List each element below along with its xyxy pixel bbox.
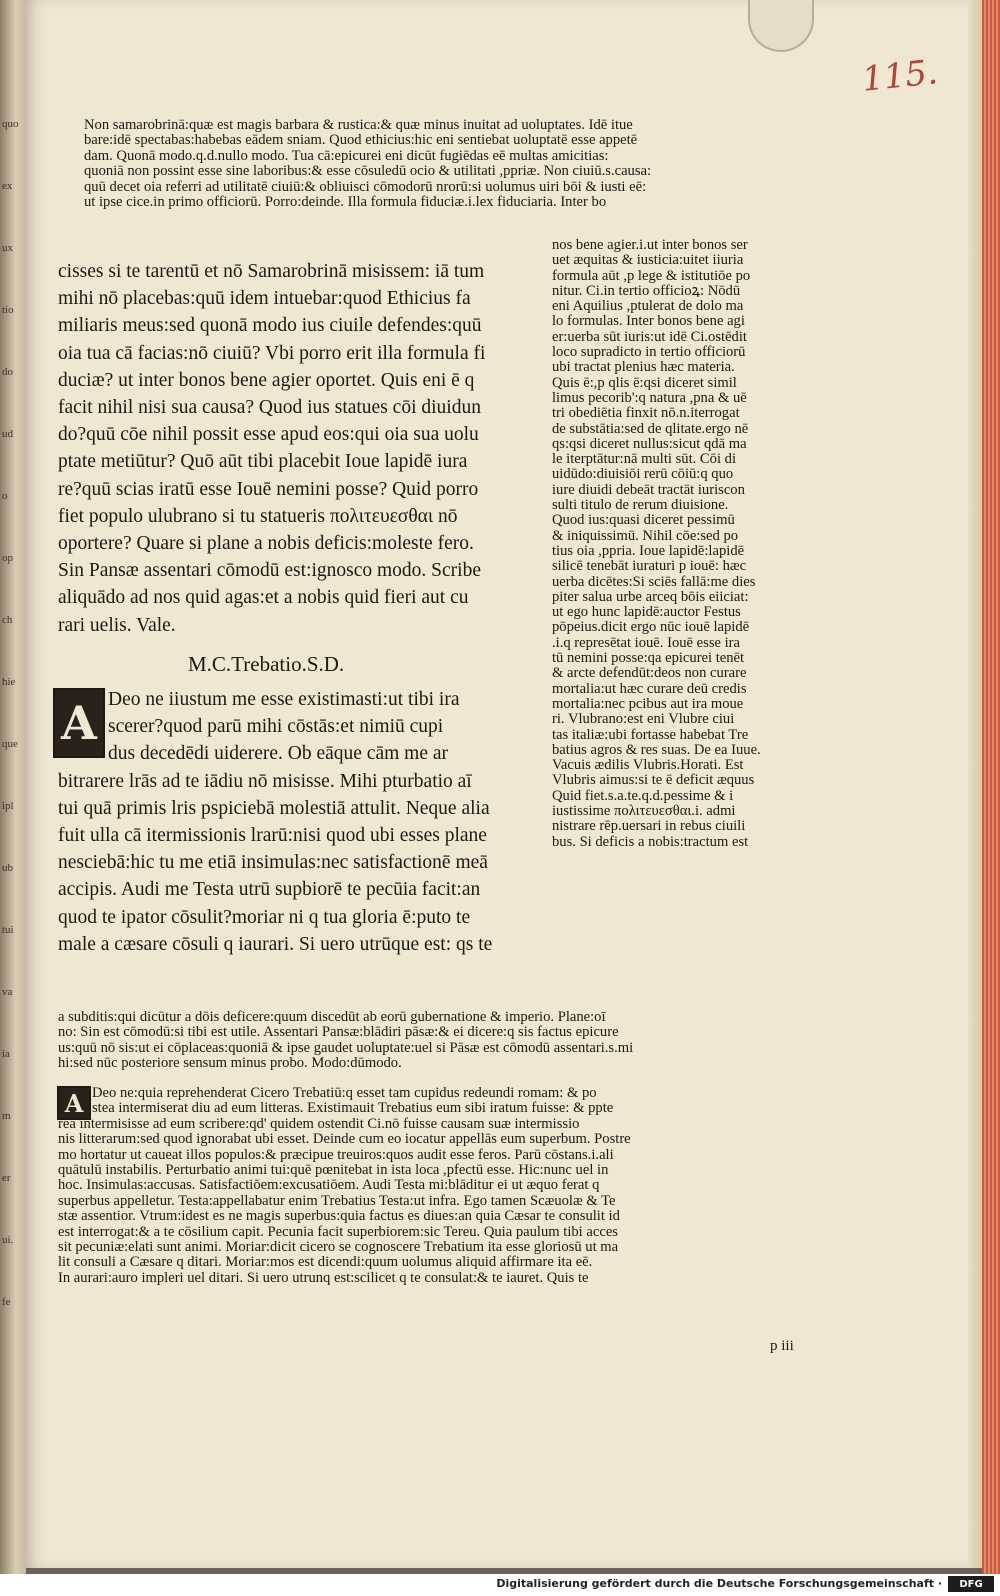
side-line: le iterptātur:nā multi sūt. Cōi di bbox=[552, 451, 737, 468]
main-line: mihi nō placebas:quū idem intuebar:quod Ethicius fa bbox=[58, 288, 471, 310]
side-line: & arcte defendūt:deos non curare bbox=[552, 665, 747, 682]
side-line: piter salua urbe arceq bōis eiiciat: bbox=[552, 588, 749, 605]
side-line: uerba dicētes:Si sciēs fallā:me dies bbox=[552, 573, 756, 590]
commentary-line: quoniā non possint esse sine laboribus:& esse cōsuledū ocio & utilitati ,ppriæ. Non ciuiū.s.causa: bbox=[84, 163, 652, 180]
side-line: & iniquissimū. Nihil cōe:sed po bbox=[552, 527, 739, 544]
side-line: silicē tenebāt iuraturi p iouē: hæc bbox=[552, 558, 747, 575]
margin-fragment: op bbox=[2, 552, 13, 564]
side-line: iure diuidi debeāt tractāt iuriscon bbox=[552, 481, 745, 498]
small-initial: A bbox=[57, 1086, 91, 1120]
margin-fragment: ch bbox=[2, 614, 13, 626]
letter-line: scerer?quod parū mihi cōstās:et nimiū cupi bbox=[108, 716, 444, 738]
commentary-line: nis litterarum:sed quod ignorabat ubi esset. Deinde cum eo iocatur appellās eum superbum. Postre bbox=[58, 1131, 631, 1148]
side-line: nistrare rēp.uersari in rebus ciuili bbox=[552, 818, 746, 835]
side-line: Quis ē:,p qlis ē:qsi diceret simil bbox=[552, 374, 737, 391]
side-line: de substātia:sed de qlitate.ergo nē bbox=[552, 420, 749, 437]
side-line: uidūdo:diuisiōi rerū cōiū:q quo bbox=[552, 466, 734, 483]
dfg-logo: DFG bbox=[948, 1576, 994, 1592]
margin-fragment: ui. bbox=[2, 1234, 14, 1246]
side-line: sulti titulo de rerum diuisione. bbox=[552, 497, 729, 514]
side-line: formula aūt ,p lege & istitutiōe po bbox=[552, 267, 751, 284]
commentary-line: est interrogat:& a te cōsilium capit. Pecunia facit superbiorem:sic Tereu. Quia paulum tibi acces bbox=[58, 1223, 618, 1240]
side-line: ri. Vlubrano:est eni Vlubre ciui bbox=[552, 711, 735, 728]
main-line: oportere? Quare si plane a nobis deficis:moleste fero. bbox=[58, 533, 474, 555]
side-line: Quod ius:quasi diceret pessimū bbox=[552, 512, 735, 529]
letter-line: bitrarere lrās ad te iādiu nō misisse. Mihi pturbatio aī bbox=[58, 770, 472, 792]
commentary-line: superbus appelletur. Testa:appellabatur enim Trebatius Testa:ut infra. Ego tamen Scæuolæ & Te bbox=[58, 1192, 616, 1209]
side-line: nos bene agier.i.ut inter bonos ser bbox=[552, 237, 748, 253]
decorated-initial: A bbox=[53, 688, 105, 758]
commentary-line: In aurari:auro impleri uel ditari. Si uero utrunq est:scilicet q te consulat:& te iauret. Quis te bbox=[58, 1269, 589, 1286]
side-line: uet æquitas & iusticia:uitet iiuria bbox=[552, 252, 744, 269]
main-line: aliquādo ad nos quid agas:et a nobis quid fieri aut cu bbox=[58, 587, 469, 609]
side-line: tius oia ,ppria. Ioue lapidē:lapidē bbox=[552, 542, 745, 559]
main-line: miliaris meus:sed quonā modo ius ciuile defendes:quū bbox=[58, 315, 482, 337]
commentary-line: us:quū nō sis:ut ei cōplaceas:quoniā & ipse gaudet uoluptate:uel si Pāsæ est cōmodū assentari.s.mi bbox=[58, 1039, 634, 1056]
letter-text bbox=[58, 686, 492, 958]
commentary-line: bare:idē spectabas:habebas eādem sniam. Quod ethicius:hic eni sentiebat uoluptatē esse appetē bbox=[84, 132, 638, 149]
commentary-line: Non samarobrinā:quæ est magis barbara & rustica:& quæ minus inuitat ad uoluptates. Idē itue bbox=[84, 117, 633, 133]
commentary-line: mo hortatur ut caueat illos populos:& præcipue treuiros:quos audit esse feros. Parū cōstans.i.ali bbox=[58, 1146, 614, 1163]
side-line: Vlubris aimus:si te ē deficit æquus bbox=[552, 772, 755, 789]
margin-fragment: tui bbox=[2, 924, 14, 936]
side-line: pōpeius.dicit ergo nūc iouē lapidē bbox=[552, 619, 750, 636]
margin-fragment: ipl bbox=[2, 800, 14, 812]
letter-line: accipis. Audi me Testa utrū supbiorē te pecūia facit:an bbox=[58, 879, 481, 901]
letter-line: fuit ulla cā itermissionis lrarū:nisi quod ubi esses plane bbox=[58, 825, 487, 847]
main-line: rari uelis. Vale. bbox=[58, 614, 176, 636]
commentary-line: hi:sed nūc posteriore sensum minus probo. Modo:dūmodo. bbox=[58, 1055, 402, 1072]
commentary-line: rea intermisisse ad eum scribere:qd' quidem ostendit Ci.nō fuisse causam suæ intermissio bbox=[58, 1115, 580, 1132]
margin-fragment: ux bbox=[2, 242, 13, 254]
side-line: batius agros & res suas. De ea Iuue. bbox=[552, 741, 761, 758]
letter-line: nesciebā:hic tu me etiā insimulas:nec satisfactionē meā bbox=[58, 852, 488, 874]
commentary-line: ut ipse cice.in primo officiorū. Porro:deinde. Illa formula fiduciæ.i.lex fiduciaria. Inter bo bbox=[84, 194, 607, 211]
margin-fragment: quo bbox=[2, 118, 19, 130]
side-line: tū nemini posse:qa epicurei tenēt bbox=[552, 650, 745, 667]
side-line: tas italiæ:ubi fortasse habebat Tre bbox=[552, 726, 749, 743]
margin-fragment: ud bbox=[2, 428, 13, 440]
side-line: iustissime πολιτευεσθαι.i. admi bbox=[552, 802, 736, 819]
margin-fragment: er bbox=[2, 1172, 11, 1184]
margin-fragment: tio bbox=[2, 304, 14, 316]
main-line: ptate metiūtur? Quō aūt tibi placebit Ioue lapidē iura bbox=[58, 451, 468, 473]
commentary-line: stea intermiserat diu ad eum litteras. Existimauit Trebatius eum sibi iratum fuisse: & ppte bbox=[92, 1100, 614, 1117]
side-line: lo formulas. Inter bonos bene agi bbox=[552, 313, 745, 330]
side-line: nitur. Ci.in tertio officioꝝ: Nōdū bbox=[552, 282, 741, 299]
letter-line: tui quā primis lris pspiciebā molestiā attulit. Neque alia bbox=[58, 797, 490, 819]
commentary-line: quātulū instabilis. Perturbatio animi tui:quē pœnitebat in ista loca ,pfectū esse. Hic:nunc uel in bbox=[58, 1162, 609, 1179]
commentary-line: Deo ne:quia reprehenderat Cicero Trebatiū:q esset tam cupidus redeundi romam: & po bbox=[92, 1085, 597, 1101]
previous-page-margin bbox=[0, 0, 26, 1574]
side-line: mortalia:ut hæc curare deū credis bbox=[552, 680, 747, 697]
side-line: Vacuis ædilis Vlubris.Horati. Est bbox=[552, 757, 744, 774]
commentary-line: no: Sin est cōmodū:si tibi est utile. Assentari Pansæ:blādiri pāsæ:& ei dicere:q sis factus epicure bbox=[58, 1024, 619, 1041]
letter-line: male a cæsare cōsuli q iaurari. Si uero utrūque est: qs te bbox=[58, 933, 493, 955]
main-line: Sin Pansæ assentari cōmodū est:ignosco modo. Scribe bbox=[58, 560, 482, 582]
side-line: limus pecorib':q natura ,pna & uē bbox=[552, 389, 747, 406]
letter-heading: M.C.Trebatio.S.D. bbox=[188, 652, 345, 676]
margin-fragment: ub bbox=[2, 862, 13, 874]
main-line: re?quū scias iratū esse Iouē nemini posse? Quid porro bbox=[58, 478, 479, 500]
commentary-line: hoc. Insimulas:accusas. Satisfactiōem:excusatiōem. Audi Testa mi:blāditur ei ut æquo ferat q bbox=[58, 1177, 600, 1194]
margin-fragment: ex bbox=[2, 180, 13, 192]
letter-line: dus decedēdi uiderere. Ob eāque cām me ar bbox=[108, 743, 448, 765]
side-line: mortalia:nec pcibus aut ira moue bbox=[552, 695, 744, 712]
commentary-line: quū decet oia referri ad utilitatē ciuiū:& obliuisci cōmodorū nrorū:si uolumus uiri bōi & iusti eē: bbox=[84, 178, 647, 195]
side-commentary bbox=[552, 238, 761, 850]
commentary-line: dam. Quonā modo.q.d.nullo modo. Tua cā:epicurei eni dicūt fugiēdas eē multas amicitias: bbox=[84, 147, 609, 164]
margin-fragment: hie bbox=[2, 676, 16, 688]
red-page-edges bbox=[982, 0, 1000, 1574]
main-line: facit nihil nisi sua causa? Quod ius statues cōi diuidun bbox=[58, 397, 481, 419]
letter-line: quod te ipator cōsulit?moriar ni q tua gloria ē:puto te bbox=[58, 906, 471, 928]
commentary-line: lit consuli a Cæsare q ditari. Moriar:mos est dicendi:quum uolumus aliquid affirmare ita eē. bbox=[58, 1254, 593, 1271]
commentary-line: a subditis:qui dicūtur a dōis deficere:quum discedūt ab eorū gubernatione & imperio. Plane:oī bbox=[58, 1009, 606, 1025]
margin-fragment: fe bbox=[2, 1296, 11, 1308]
main-line: duciæ? ut inter bonos bene agier oportet. Quis eni ē q bbox=[58, 369, 475, 391]
main-text bbox=[58, 258, 485, 639]
margin-fragment: o bbox=[2, 490, 8, 502]
folio-number: 115. bbox=[860, 52, 940, 100]
side-line: bus. Si deficis a nobis:tractum est bbox=[552, 833, 749, 850]
margin-fragment: va bbox=[2, 986, 13, 998]
margin-fragment: m bbox=[2, 1110, 11, 1122]
side-line: ut ego hunc lapidē:auctor Festus bbox=[552, 604, 741, 621]
footer-bar bbox=[0, 1574, 1000, 1596]
main-line: cisses si te tarentū et nō Samarobrinā misissem: iā tum bbox=[58, 261, 485, 282]
main-line: fiet populo ulubrano si tu statueris πολιτευεσθαι nō bbox=[58, 505, 458, 527]
commentary-line: stæ assentior. Vtrum:idest es ne magis superbus:quia factus es diues:an quia Cæsar te consulit id bbox=[58, 1208, 620, 1225]
main-line: do?quū cōe nihil possit esse apud eos:qui oia sua uolu bbox=[58, 424, 479, 446]
side-line: ubi tractat plenius hæc materia. bbox=[552, 359, 735, 376]
margin-fragment: ia bbox=[2, 1048, 10, 1060]
side-line: .i.q represētat iouē. Iouē esse ira bbox=[552, 634, 741, 651]
signature-mark: p iii bbox=[770, 1338, 794, 1354]
main-line: oia tua cā facias:nō ciuiū? Vbi porro erit illa formula fi bbox=[58, 342, 486, 364]
commentary-line: sit pecuniæ:elati sunt animi. Moriar:dicit cicero se cognoscere Trebatium ita esse gloriosū ut ma bbox=[58, 1239, 619, 1256]
side-line: er:uerba sūt iuris:ut idē Ci.ostēdit bbox=[552, 328, 747, 345]
commentary-bottom bbox=[58, 1010, 633, 1072]
page-edge bbox=[968, 0, 982, 1568]
commentary-letter bbox=[58, 1086, 631, 1286]
footer-credit: Digitalisierung gefördert durch die Deutsche Forschungsgemeinschaft · bbox=[496, 1577, 942, 1590]
side-line: qs:qsi diceret nullus:sicut qdā ma bbox=[552, 435, 747, 452]
letter-line: Deo ne iiustum me esse existimasti:ut tibi ira bbox=[108, 689, 460, 710]
margin-fragment: que bbox=[2, 738, 18, 750]
side-line: Quid fiet.s.a.te.q.d.pessime & i bbox=[552, 787, 734, 804]
commentary-top bbox=[84, 118, 651, 210]
side-line: tri obediētia finxit nō.n.iterrogat bbox=[552, 405, 740, 422]
side-line: eni Aquilius ,ptulerat de dolo ma bbox=[552, 298, 744, 315]
margin-fragment: do bbox=[2, 366, 13, 378]
side-line: loco supradicto in tertio officiorū bbox=[552, 344, 746, 361]
